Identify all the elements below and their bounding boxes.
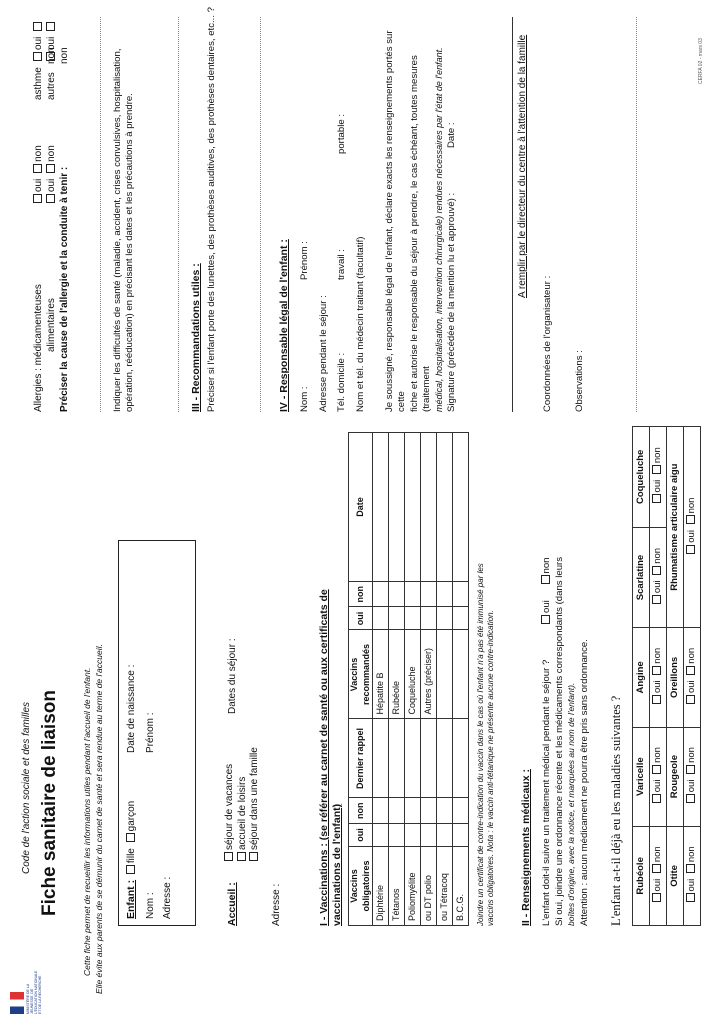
responsable-fields: Nom : Prénom : Adresse pendant le séjour : Tél. domicile : travail : portable : Nom et tél. du médecin traitant (facultatif) — [299, 113, 367, 412]
dates-sejour-field[interactable]: Dates du séjour : — [227, 638, 238, 714]
signature-field[interactable]: Signature (précédée de la mention lu et approuvé) : — [446, 192, 457, 412]
allergies-block: Allergies : médicamenteuses oui non asthme oui non alimentaires oui non autres oui non Préciser la cause de l'allergie et la conduite à tenir : — [32, 12, 71, 412]
enfant-box: Enfant : fille garçon Date de naissance : Nom : Prénom : Adresse : — [118, 540, 196, 926]
difficultes-text: Indiquer les difficultés de santé (maladie, accident, crises convulsives, hospitalisation, opération, rééducation) en précisant les dates et les précautions à prendre. — [112, 48, 136, 412]
table-row: B.C.G. — [453, 433, 469, 926]
directeur-title: A remplir par le directeur du centre à l'attention de la famille — [517, 34, 528, 298]
birthdate-field[interactable]: Date de naissance : — [126, 664, 137, 753]
responsable-title: IV - Responsable légal de l'enfant : — [278, 239, 290, 412]
recommandations-title: III - Recommandations utiles : — [190, 263, 202, 412]
maladies-question: L'enfant a-t-il déjà eu les maladies suivantes ? — [609, 695, 623, 926]
ministry-logo — [10, 992, 24, 1014]
traitement-oui[interactable]: oui — [541, 600, 552, 627]
option-sejour-famille[interactable]: séjour dans une famille — [249, 747, 262, 864]
accueil-label: Accueil : — [226, 882, 238, 926]
option-accueil-loisirs[interactable]: accueil de loisirs — [237, 747, 250, 864]
code-line: Code de l'action sociale et des familles — [21, 701, 32, 874]
vaccinations-table: Vaccins obligatoires oui non Dernier rappel Vaccins recommandés oui non Date Diphtérie Hépatite B Tétanos Rubéole Poliomyélite Coqueluche ou DT polio Autres (préciser) ou Tétracoq B.C.G. — [348, 432, 469, 926]
nom-field[interactable]: Nom : — [145, 892, 156, 919]
page-title: Fiche sanitaire de liaison — [39, 690, 60, 916]
intro-line-2: Elle évite aux parents de se démunir du carnet de santé et sera rendue au terme de l'accueil. — [94, 644, 104, 994]
medical-title: II - Renseignements médicaux : — [520, 769, 532, 926]
prenom-field[interactable]: Prénom : — [145, 712, 156, 753]
recommandations-text: Préciser si l'enfant porte des lunettes, des prothèses auditives, des prothèses dentaires, etc... ? — [206, 7, 217, 412]
medical-questions: L'enfant doit-il suivre un traitement médical pendant le séjour ? oui non Si oui, joindre une ordonnance récente et les médicaments correspondants (dans leurs boîtes d'origine, avec la notice, et marquées au nom de l'enfant). Attention : aucun médicament ne pourra être pris sans ordonnance. — [541, 556, 591, 926]
vaccination-note: Joindre un certificat de contre-indication du vaccin dans le cas où l'enfant n'a pas été immunisé par les vaccins obligatoires. Nota : le vaccin anti-tétanique ne présente aucune contre-indication. — [476, 563, 496, 926]
accueil-adresse-field[interactable]: Adresse : — [271, 883, 282, 926]
table-row: Poliomyélite Coqueluche — [405, 433, 421, 926]
maladies-table: Rubéole Varicelle Angine Scarlatine Coqueluche oui non oui non oui non oui non oui non Otite Rougeole Oreillons Rhumatisme articulaire aigu oui non oui non oui non oui non — [632, 426, 701, 926]
fille-checkbox[interactable] — [126, 865, 135, 874]
enfant-label: Enfant : — [125, 879, 137, 919]
table-row: Diphtérie Hépatite B — [373, 433, 389, 926]
option-sejour-vacances[interactable]: séjour de vacances — [224, 747, 237, 864]
traitement-non[interactable]: non — [541, 557, 552, 587]
coordonnees-field[interactable]: Coordonnées de l'organisateur : — [542, 275, 553, 412]
table-row: ou DT polio Autres (préciser) — [421, 433, 437, 926]
table-row: oui non oui non oui non oui non — [684, 427, 701, 926]
date-field[interactable]: Date : — [446, 122, 457, 148]
intro-line-1: Cette fiche permet de recueillir les informations utiles pendant l'accueil de l'enfant. — [82, 667, 92, 976]
vaccinations-title: I - Vaccinations : (se référer au carnet de santé ou aux certificats de vaccinations de l'enfant) — [318, 589, 344, 926]
table-row: Tétanos Rubéole — [389, 433, 405, 926]
declaration-text: Je soussigné, responsable légal de l'enfant, déclare exacts les renseignements portés sur cette fiche et autorise le responsable du séjour à prendre, le cas échéant, toutes mesures (traitement médical, hospitalisation, intervention chirurgicale) rendues nécessaires par l'état de l'enfant. — [384, 30, 444, 412]
ministry-logo-text: MINISTÈRE DE LA JEUNESSE, DE L'ÉDUCATION NATIONALE ET DE LA RECHERCHE — [26, 970, 42, 1014]
observations-field[interactable]: Observations : — [574, 350, 585, 412]
form-footer: CERFA 02 - mars 03 — [698, 38, 704, 84]
table-row: ou Tétracoq — [437, 433, 453, 926]
adresse-field[interactable]: Adresse : — [162, 876, 173, 919]
table-row: oui non oui non oui non oui non oui non — [650, 427, 667, 926]
garcon-checkbox[interactable] — [126, 833, 135, 842]
